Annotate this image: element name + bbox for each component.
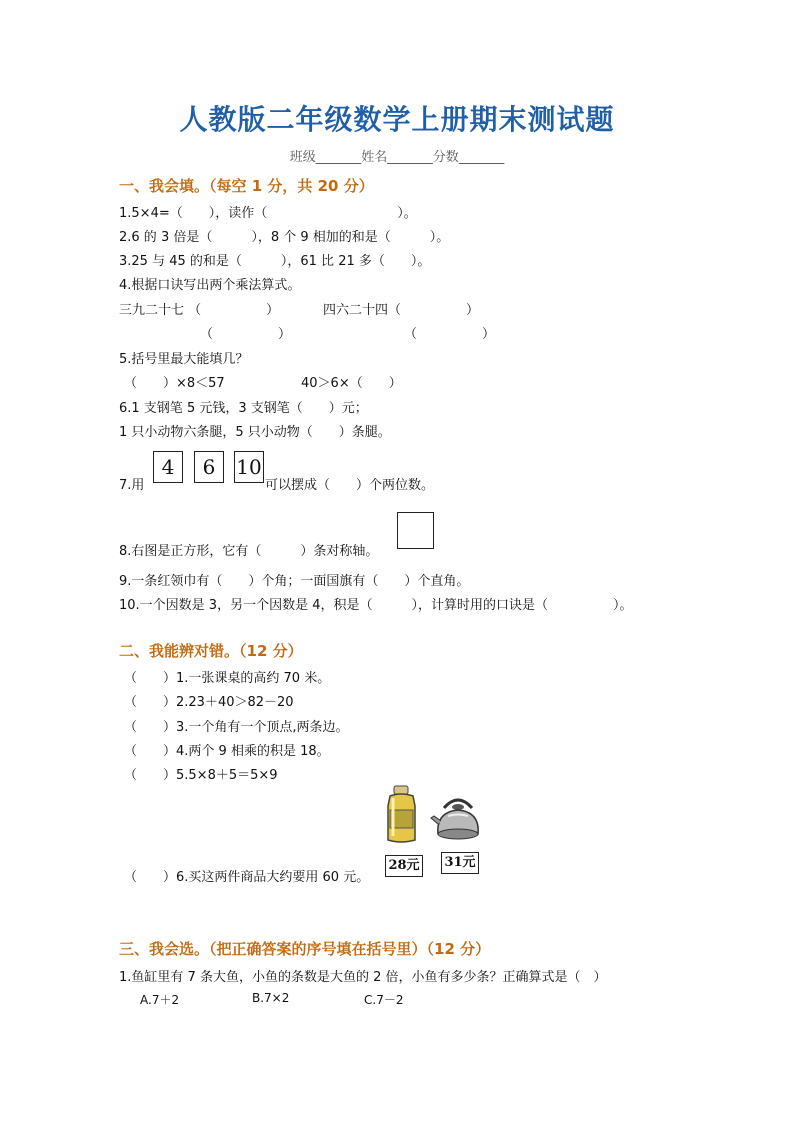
- price-tag-right: 31元: [441, 852, 479, 874]
- q1-5-a: （ ）×8＜57: [124, 376, 225, 391]
- tf-item-4: （ ）4.两个 9 相乘的积是 18。: [124, 744, 330, 759]
- mc-option-a: A.7＋2: [140, 993, 180, 1007]
- kettle-illustration: [430, 794, 486, 842]
- section-2-heading: 二、我能辨对错。（12 分）: [119, 642, 303, 660]
- q1-4-left-a: 三九二十七 （ ）: [119, 303, 280, 318]
- tf-item-3: （ ）3.一个角有一个顶点,两条边。: [124, 720, 349, 735]
- q1-3: 3.25 与 45 的和是（ ），61 比 21 多（ ）。: [119, 254, 431, 269]
- number-card-10: 10: [234, 451, 264, 483]
- q1-6b: 1 只小动物六条腿，5 只小动物（ ）条腿。: [119, 425, 391, 440]
- q1-1: 1.5×4=（ ），读作（ ）。: [119, 206, 417, 221]
- q1-4-right-b: （ ）: [404, 327, 496, 342]
- page-title: 人教版二年级数学上册期末测试题: [179, 103, 615, 136]
- mc-option-b: B.7×2: [252, 991, 290, 1005]
- mc-option-c: C.7－2: [364, 993, 404, 1007]
- q1-5: 5.括号里最大能填几？: [119, 352, 249, 367]
- number-card-4: 4: [153, 451, 183, 483]
- mc-question-1: 1.鱼缸里有 7 条大鱼，小鱼的条数是大鱼的 2 倍，小鱼有多少条？正确算式是（ ）: [119, 970, 607, 985]
- tf-item-2: （ ）2.23＋40＞82－20: [124, 695, 294, 710]
- q1-5-b: 40＞6×（ ）: [301, 376, 402, 391]
- q1-4-left-b: （ ）: [200, 327, 292, 342]
- q1-7-prefix: 7.用: [119, 478, 145, 493]
- juice-bottle-illustration: [382, 784, 422, 846]
- q1-4-right-a: 四六二十四（ ）: [323, 303, 480, 318]
- q1-8: 8.右图是正方形，它有（ ）条对称轴。: [119, 544, 379, 559]
- number-card-6: 6: [194, 451, 224, 483]
- student-info-line: 班级_______姓名_______分数_______: [289, 150, 505, 165]
- tf-item-5: （ ）5.5×8＋5＝5×9: [124, 768, 278, 783]
- q1-7-suffix: 可以摆成（ ）个两位数。: [265, 478, 435, 493]
- tf-item-6: （ ）6.买这两件商品大约要用 60 元。: [124, 870, 370, 885]
- q1-10: 10.一个因数是 3，另一个因数是 4，积是（ ），计算时用的口诀是（ ）。: [119, 598, 633, 613]
- section-1-heading: 一、我会填。（每空 1 分，共 20 分）: [119, 177, 374, 195]
- q1-9: 9.一条红领巾有（ ）个角；一面国旗有（ ）个直角。: [119, 574, 470, 589]
- square-figure: [397, 512, 434, 549]
- price-tag-left: 28元: [385, 855, 423, 877]
- tf-item-1: （ ）1.一张课桌的高约 70 米。: [124, 671, 331, 686]
- q1-2: 2.6 的 3 倍是（ ），8 个 9 相加的和是（ ）。: [119, 230, 450, 245]
- q1-4: 4.根据口诀写出两个乘法算式。: [119, 278, 301, 293]
- section-3-heading: 三、我会选。（把正确答案的序号填在括号里）（12 分）: [119, 940, 491, 958]
- q1-6a: 6.1 支钢笔 5 元钱，3 支钢笔（ ）元；: [119, 401, 368, 416]
